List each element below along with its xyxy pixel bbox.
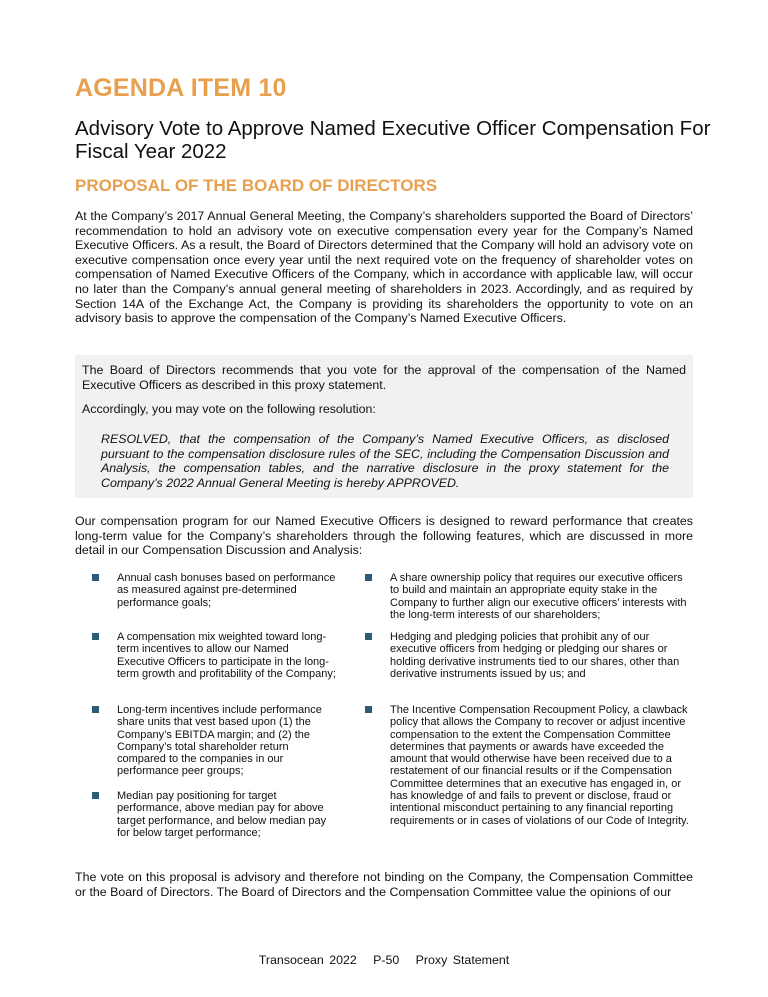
page-footer: Transocean 2022 P-50 Proxy Statement	[258, 953, 510, 967]
square-bullet-icon	[92, 792, 99, 799]
square-bullet-icon	[365, 706, 372, 713]
square-bullet-icon	[365, 574, 372, 581]
agenda-item-label: AGENDA ITEM 10	[75, 74, 287, 102]
square-bullet-icon	[92, 706, 99, 713]
square-bullet-icon	[365, 633, 372, 640]
square-bullet-icon	[92, 574, 99, 581]
program-paragraph: Our compensation program for our Named Executive Officers is designed to reward performance that creates long-term value for the Company’s shareholders through the following features, which are discussed in more detail in our Compensation Discussion and Analysis:	[75, 514, 693, 558]
recommendation-box	[75, 355, 693, 498]
page-title: Advisory Vote to Approve Named Executive Officer Compensation For Fiscal Year 2022	[75, 117, 711, 163]
section-heading: PROPOSAL OF THE BOARD OF DIRECTORS	[75, 176, 438, 195]
square-bullet-icon	[92, 633, 99, 640]
intro-paragraph: At the Company’s 2017 Annual General Meeting, the Company’s shareholders supported the Board of Directors’ recommendation to hold an advisory vote on executive compensation every year for the Company’s Named Executive Officers. As a result, the Board of Directors determined that the Company will hold an advisory vote on executive compensation once every year until the next required vote on the frequency of shareholder votes on compensation of Named Executive Officers of the Company, which in accordance with applicable law, will occur no later than the Company’s annual general meeting of shareholders in 2023. Accordingly, and as required by Section 14A of the Exchange Act, the Company is providing its shareholders the opportunity to vote on an advisory basis to approve the compensation of the Company’s Named Executive Officers.	[75, 209, 693, 326]
resolution-text: RESOLVED, that the compensation of the Company’s Named Executive Officers, as disclosed pursuant to the compensation disclosure rules of the SEC, including the Compensation Discussion and Analysis, the compensation tables, and the narrative disclosure in the proxy statement for the Company’s 2022 Annual General Meeting is hereby APPROVED.	[101, 432, 669, 490]
resolution-lead-in: Accordingly, you may vote on the following resolution:	[82, 402, 376, 416]
board-recommendation: The Board of Directors recommends that you vote for the approval of the compensation of the Named Executive Officers as described in this proxy statement.	[82, 363, 686, 392]
closing-paragraph: The vote on this proposal is advisory and therefore not binding on the Company, the Compensation Committee or the Board of Directors. The Board of Directors and the Compensation Committee value the opinions of our	[75, 870, 693, 899]
